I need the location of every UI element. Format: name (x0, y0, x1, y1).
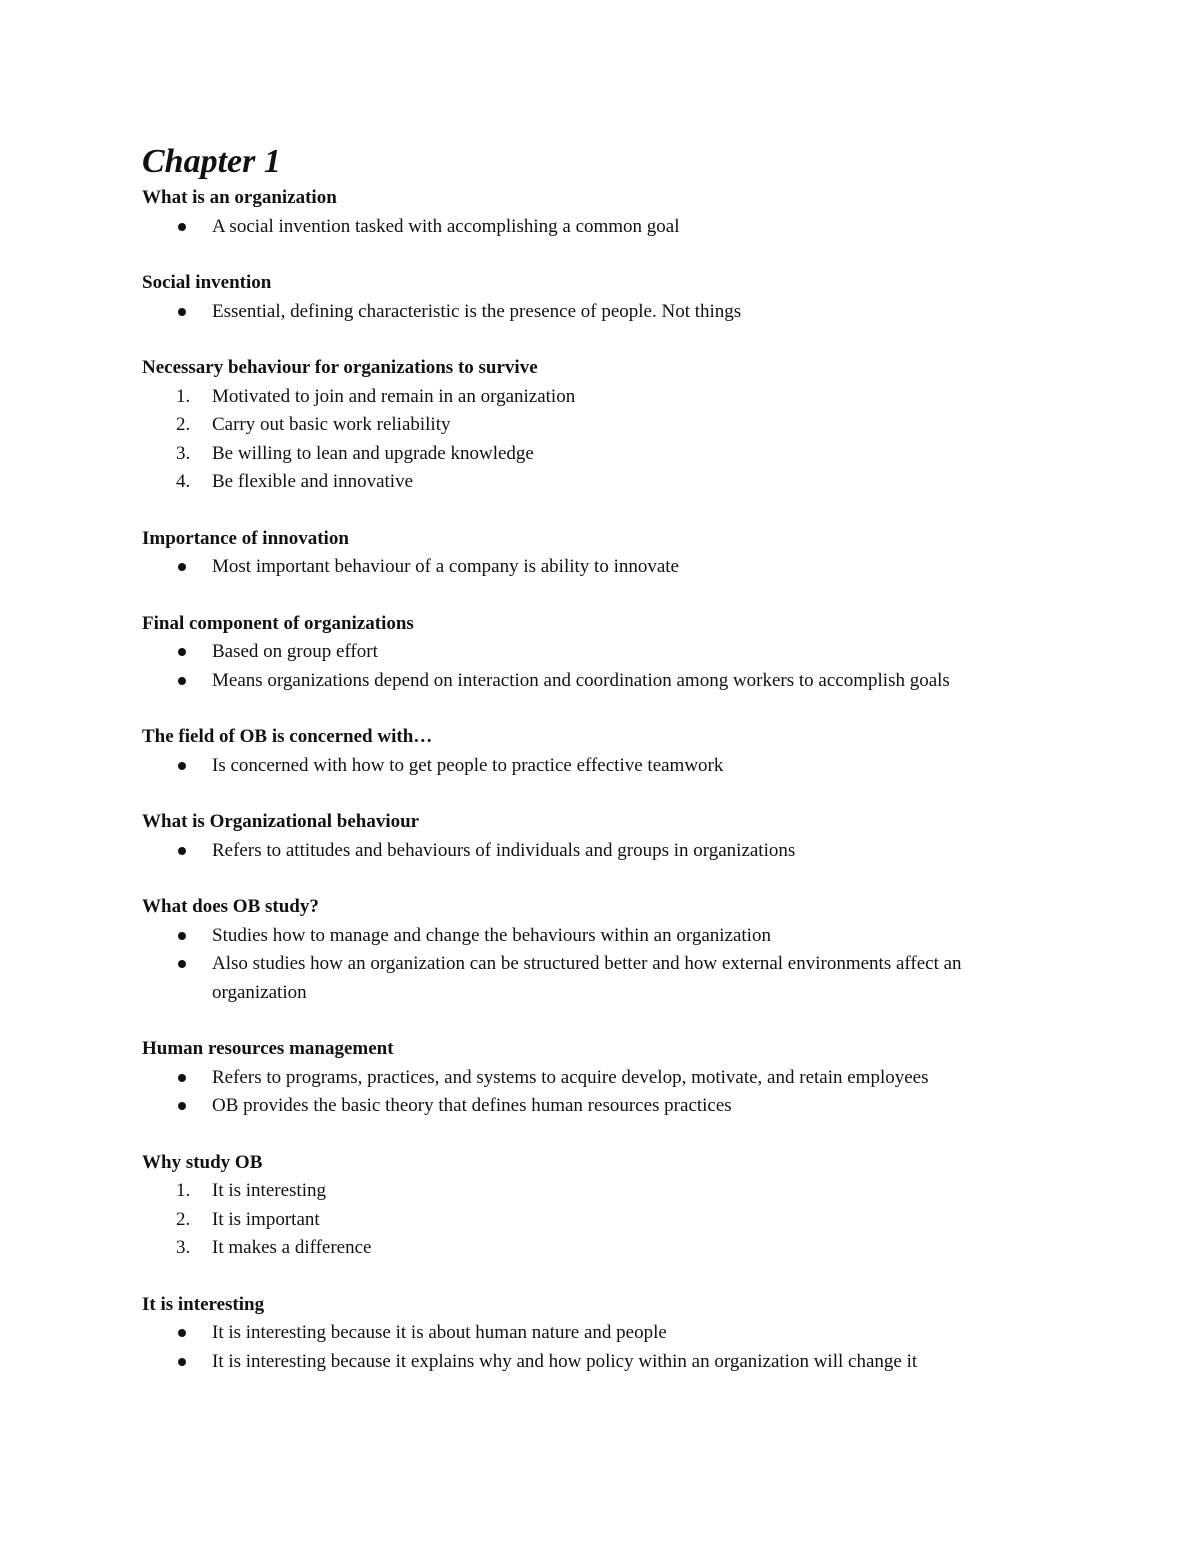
list-item (142, 468, 1052, 497)
chapter-title: Chapter 1 (142, 143, 281, 180)
list-item-text: Refers to programs, practices, and systems to acquire develop, motivate, and retain employees (212, 1066, 929, 1088)
list-item (142, 1348, 1052, 1377)
list-item (142, 837, 1052, 866)
list-item-text: Essential, defining characteristic is the presence of people. Not things (212, 300, 742, 322)
list-item (142, 553, 1052, 582)
bullet-list (142, 752, 1100, 781)
list-item (142, 298, 1052, 327)
bullet-list (142, 553, 1100, 582)
note-section (142, 1291, 1100, 1377)
bullet-list (142, 1319, 1100, 1376)
bullet-icon (178, 563, 186, 571)
list-item-text: Is concerned with how to get people to practice effective teamwork (212, 754, 724, 776)
note-section (142, 1149, 1100, 1263)
list-number: 3. (176, 1237, 191, 1258)
list-item (142, 1319, 1052, 1348)
section-heading: What is Organizational behaviour (142, 811, 420, 832)
note-section (142, 723, 1100, 780)
bullet-icon (178, 648, 186, 656)
list-item (142, 638, 1052, 667)
section-heading: Human resources management (142, 1038, 394, 1059)
list-item (142, 411, 1052, 440)
list-item-text: It is interesting (212, 1180, 326, 1201)
section-heading: Why study OB (142, 1151, 263, 1173)
section-heading: Final component of organizations (142, 612, 414, 634)
bullet-icon (178, 1329, 186, 1337)
bullet-icon (178, 223, 186, 231)
list-item (142, 440, 1052, 469)
section-heading: What is an organization (142, 187, 337, 208)
list-item-text: A social invention tasked with accomplishing a common goal (212, 215, 680, 237)
list-item (142, 383, 1052, 412)
list-item-text: Be willing to lean and upgrade knowledge (212, 442, 534, 464)
list-number: 2. (176, 1208, 191, 1230)
list-item-text: It is interesting because it is about human nature and people (212, 1322, 667, 1343)
note-section (142, 525, 1100, 582)
bullet-icon (178, 762, 186, 770)
list-item-text: Most important behaviour of a company is ability to innovate (212, 556, 679, 577)
list-number: 1. (176, 1180, 191, 1201)
bullet-list (142, 638, 1100, 695)
note-section (142, 354, 1100, 497)
list-item (142, 1206, 1052, 1235)
note-section (142, 808, 1100, 865)
list-number: 4. (176, 471, 191, 492)
section-heading: The field of OB is concerned with… (142, 726, 433, 747)
note-section (142, 1035, 1100, 1121)
note-section (142, 893, 1100, 1007)
bullet-icon (178, 1358, 186, 1366)
list-number: 3. (176, 442, 191, 464)
list-item-text: Studies how to manage and change the behaviours within an organization (212, 924, 771, 946)
bullet-icon (178, 847, 186, 855)
note-section (142, 184, 1100, 241)
list-item (142, 213, 1052, 242)
list-item (142, 922, 1052, 951)
list-item-text: Also studies how an organization can be structured better and how external environments affect an organization (212, 953, 962, 1003)
list-item-text: It is interesting because it explains why and how policy within an organization will change it (212, 1350, 918, 1372)
section-heading: What does OB study? (142, 896, 319, 917)
bullet-icon (178, 1074, 186, 1082)
bullet-list (142, 1064, 1100, 1121)
numbered-list (142, 1177, 1100, 1263)
bullet-icon (178, 1102, 186, 1110)
note-section (142, 269, 1100, 326)
list-item (142, 1092, 1052, 1121)
section-heading: Importance of innovation (142, 527, 349, 549)
notes-body (142, 184, 1100, 1376)
list-item (142, 1234, 1052, 1263)
bullet-icon (178, 677, 186, 685)
numbered-list (142, 383, 1100, 497)
bullet-list (142, 837, 1100, 866)
list-item-text: Means organizations depend on interaction and coordination among workers to accomplish goals (212, 669, 950, 691)
list-number: 2. (176, 414, 191, 435)
list-item-text: It makes a difference (212, 1237, 372, 1258)
section-heading: Social invention (142, 272, 272, 293)
list-item (142, 1064, 1052, 1093)
bullet-icon (178, 960, 186, 968)
bullet-icon (178, 932, 186, 940)
list-item (142, 752, 1052, 781)
bullet-list (142, 298, 1100, 327)
bullet-list (142, 922, 1100, 1008)
list-item (142, 1177, 1052, 1206)
list-item-text: Be flexible and innovative (212, 471, 414, 492)
section-heading: Necessary behaviour for organizations to survive (142, 357, 538, 378)
section-heading: It is interesting (142, 1293, 265, 1315)
list-item-text: Based on group effort (212, 641, 378, 662)
list-item-text: OB provides the basic theory that defines human resources practices (212, 1095, 732, 1116)
list-number: 1. (176, 385, 191, 407)
list-item-text: Carry out basic work reliability (212, 414, 451, 435)
bullet-list (142, 213, 1100, 242)
bullet-icon (178, 308, 186, 316)
list-item (142, 667, 1052, 696)
list-item-text: It is important (212, 1208, 320, 1230)
list-item (142, 950, 1052, 1007)
note-section (142, 610, 1100, 696)
list-item-text: Motivated to join and remain in an organization (212, 385, 576, 407)
list-item-text: Refers to attitudes and behaviours of individuals and groups in organizations (212, 839, 796, 861)
